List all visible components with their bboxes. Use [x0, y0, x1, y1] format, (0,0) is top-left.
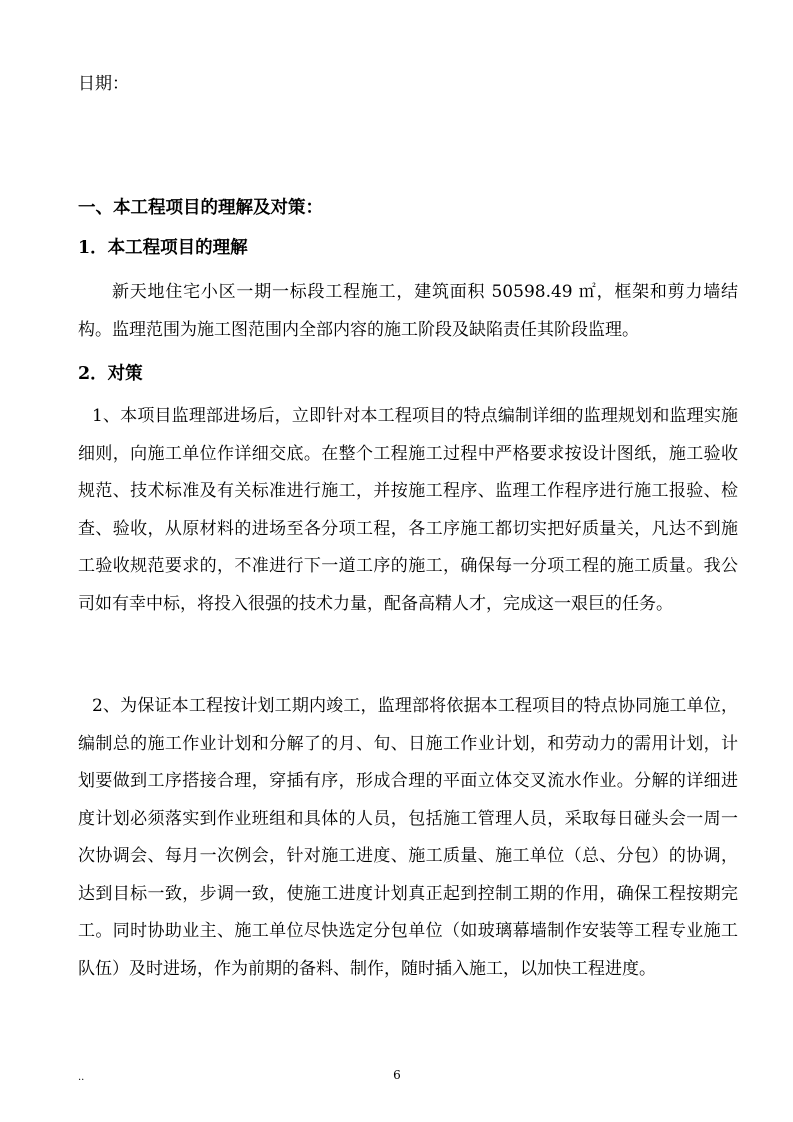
subheading-countermeasures: 2．对策 [78, 364, 143, 384]
page-number: 6 [393, 1068, 401, 1082]
section-heading: 一、本工程项目的理解及对策： [78, 198, 323, 218]
footer-mark: .. [78, 1072, 85, 1083]
paragraph-project-understanding: 新天地住宅小区一期一标段工程施工，建筑面积 50598.49 ㎡，框架和剪力墙结构。监理范围为施工图范围内全部内容的施工阶段及缺陷责任其阶段监理。 [78, 282, 738, 340]
subheading-understanding: 1．本工程项目的理解 [78, 238, 248, 258]
paragraph-quality-control: 1、本项目监理部进场后，立即针对本工程项目的特点编制详细的监理规划和监理实施细则，向施工单位作详细交底。在整个工程施工过程中严格要求按设计图纸，施工验收规范、技术标准及有关标准进行施工，并按施工程序、监理工作程序进行施工报验、检查、验收，从原材料的进场至各分项工程，各工序施工都切实把好质量关，凡达不到施工验收规范要求的，不准进行下一道工序的施工，确保每一分项工程的施工质量。我公司如有幸中标，将投入很强的技术力量，配备高精人才，完成这一艰巨的任务。 [78, 406, 738, 614]
paragraph-schedule-control: 2、为保证本工程按计划工期内竣工，监理部将依据本工程项目的特点协同施工单位，编制总的施工作业计划和分解了的月、旬、日施工作业计划，和劳动力的需用计划，计划要做到工序搭接合理，穿插有序，形成合理的平面立体交叉流水作业。分解的详细进度计划必须落实到作业班组和具体的人员，包括施工管理人员，采取每日碰头会一周一次协调会、每月一次例会，针对施工进度、施工质量、施工单位（总、分包）的协调，达到目标一致，步调一致，使施工进度计划真正起到控制工期的作用，确保工程按期完工。同时协助业主、施工单位尽快选定分包单位（如玻璃幕墙制作安装等工程专业施工队伍）及时进场，作为前期的备料、制作，随时插入施工，以加快工程进度。 [78, 696, 738, 979]
date-label: 日期： [78, 74, 129, 94]
